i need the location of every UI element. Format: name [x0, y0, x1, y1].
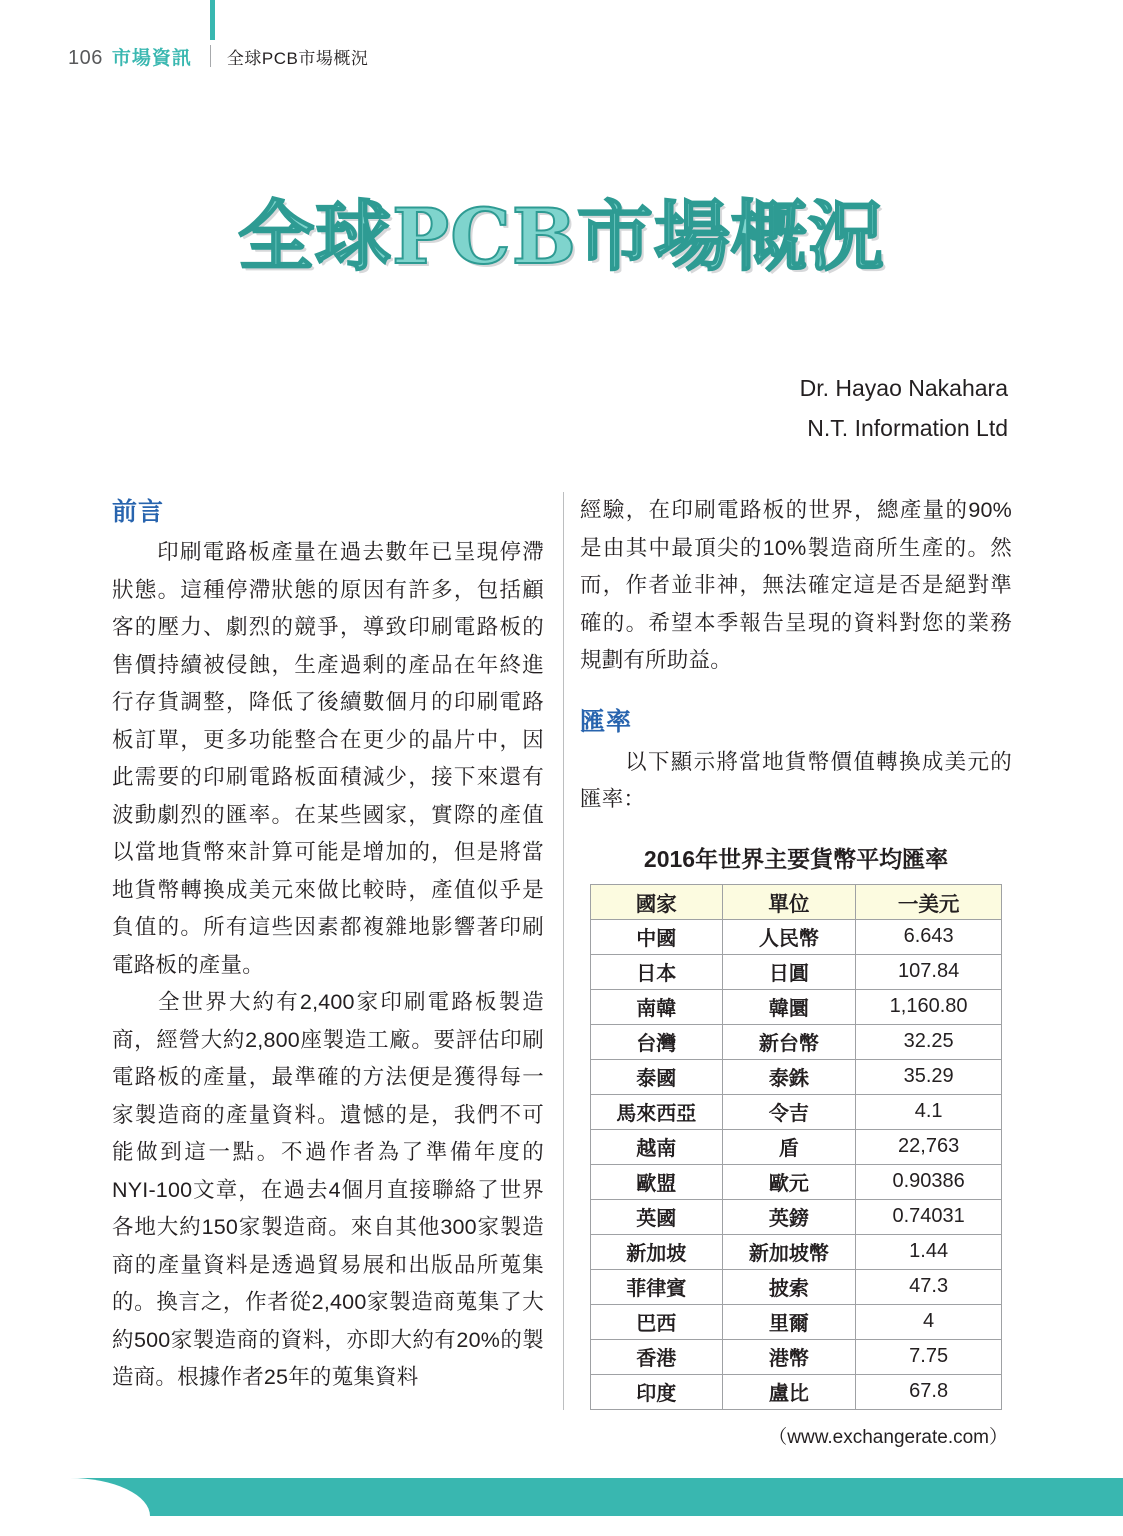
cell-country: 南韓: [591, 989, 723, 1024]
table-row: [591, 1199, 1002, 1234]
intro-paragraph-1: [112, 534, 544, 984]
cell-country: 印度: [591, 1374, 723, 1409]
column-divider: [563, 492, 564, 1410]
exchange-rate-paragraph: [580, 744, 1012, 819]
header-accent-bar: [210, 0, 215, 40]
cell-country: 英國: [591, 1199, 723, 1234]
cell-country: 巴西: [591, 1304, 723, 1339]
cell-rate: 6.643: [856, 919, 1002, 954]
table-row: [591, 919, 1002, 954]
cell-unit: 里爾: [722, 1304, 856, 1339]
section-heading-intro: 前言: [112, 498, 165, 526]
table-row: [591, 1024, 1002, 1059]
cell-country: 中國: [591, 919, 723, 954]
cell-rate: 7.75: [856, 1339, 1002, 1374]
cell-unit: 新台幣: [722, 1024, 856, 1059]
intro-paragraph-3: 經驗，在印刷電路板的世界，總產量的90%是由其中最頂尖的10%製造商所生產的。然而，作者並非神，無法確定這是否是絕對準確的。希望本季報告呈現的資料對您的業務規劃有所助益。: [580, 498, 1012, 672]
table-row: [591, 989, 1002, 1024]
cell-rate: 4: [856, 1304, 1002, 1339]
cell-unit: 人民幣: [722, 919, 856, 954]
table-row: [591, 1234, 1002, 1269]
cell-country: 日本: [591, 954, 723, 989]
cell-unit: 港幣: [722, 1339, 856, 1374]
table-row: [591, 1059, 1002, 1094]
footer-white-strip: [0, 1516, 1123, 1536]
cell-rate: 47.3: [856, 1269, 1002, 1304]
cell-rate: 1.44: [856, 1234, 1002, 1269]
cell-rate: 1,160.80: [856, 989, 1002, 1024]
intro-paragraph-2-text: 全世界大約有2,400家印刷電路板製造商，經營大約2,800座製造工廠。要評估印刷電路板的產量，最準確的方法便是獲得每一家製造商的產量資料。遺憾的是，我們不可能做到這一點。不過作者為了準備年度的NYI-100文章，在過去4個月直接聯絡了世界各地大約150家製造商。來自其他300家製造商的產量資料是透過貿易展和出版品所蒐集的。換言之，作者從2,400家製造商蒐集了大約500家製造商的資料，亦即大約有20%的製造商。根據作者25年的蒐集資料: [112, 990, 544, 1389]
table-header-unit: 單位: [722, 884, 856, 919]
cell-country: 歐盟: [591, 1164, 723, 1199]
header-row: [68, 42, 368, 70]
table-row: [591, 1094, 1002, 1129]
intro-paragraph-1-text: 印刷電路板產量在過去數年已呈現停滯狀態。這種停滯狀態的原因有許多，包括顧客的壓力、劇烈的競爭，導致印刷電路板的售價持續被侵蝕，生產過剩的產品在年終進行存貨調整，降低了後續數個月的印刷電路板訂單，更多功能整合在更少的晶片中，因此需要的印刷電路板面積減少，接下來還有波動劇烈的匯率。在某些國家，實際的產值以當地貨幣來計算可能是增加的，但是將當地貨幣轉換成美元來做比較時，產值似乎是負值的。所有這些因素都複雜地影響著印刷電路板的產量。: [112, 540, 544, 977]
cell-unit: 英鎊: [722, 1199, 856, 1234]
intro-paragraph-2: [112, 984, 544, 1397]
table-header-row: [591, 884, 1002, 919]
right-column: [580, 492, 1012, 1449]
cell-unit: 歐元: [722, 1164, 856, 1199]
exchange-rate-paragraph-text: 以下顯示將當地貨幣價值轉換成美元的匯率：: [580, 749, 1012, 811]
left-column: [112, 492, 544, 1397]
exchange-rate-table: [590, 884, 1002, 1410]
byline-author: Dr. Hayao Nakahara: [799, 375, 1008, 401]
table-header-country: 國家: [591, 884, 723, 919]
table-row: [591, 1269, 1002, 1304]
cell-unit: 盧比: [722, 1374, 856, 1409]
header-section-label: 市場資訊: [111, 48, 192, 69]
cell-unit: 泰銖: [722, 1059, 856, 1094]
table-row: [591, 1304, 1002, 1339]
header-divider: [210, 45, 211, 67]
byline-affiliation: N.T. Information Ltd: [807, 415, 1008, 441]
cell-country: 越南: [591, 1129, 723, 1164]
cell-country: 新加坡: [591, 1234, 723, 1269]
section-heading-exchange-rate: 匯率: [580, 707, 633, 736]
cell-unit: 披索: [722, 1269, 856, 1304]
page-number: 106: [68, 47, 103, 69]
cell-rate: 35.29: [856, 1059, 1002, 1094]
table-header-usd: 一美元: [856, 884, 1002, 919]
cell-rate: 0.90386: [856, 1164, 1002, 1199]
cell-rate: 4.1: [856, 1094, 1002, 1129]
page-header: [0, 0, 1123, 90]
cell-country: 香港: [591, 1339, 723, 1374]
cell-country: 泰國: [591, 1059, 723, 1094]
cell-unit: 日圓: [722, 954, 856, 989]
cell-rate: 107.84: [856, 954, 1002, 989]
table-source: （www.exchangerate.com）: [768, 1426, 1008, 1448]
byline: [0, 368, 1008, 448]
cell-unit: 令吉: [722, 1094, 856, 1129]
table-row: [591, 954, 1002, 989]
cell-unit: 新加坡幣: [722, 1234, 856, 1269]
cell-country: 馬來西亞: [591, 1094, 723, 1129]
table-row: [591, 1129, 1002, 1164]
page-title: 全球PCB市場概況: [238, 192, 885, 281]
table-row: [591, 1339, 1002, 1374]
table-row: [591, 1374, 1002, 1409]
cell-rate: 0.74031: [856, 1199, 1002, 1234]
cell-unit: 韓圜: [722, 989, 856, 1024]
table-caption: 2016年世界主要貨幣平均匯率: [643, 845, 949, 872]
header-article-title: 全球PCB市場概況: [226, 49, 369, 68]
table-row: [591, 1164, 1002, 1199]
cell-country: 菲律賓: [591, 1269, 723, 1304]
cell-rate: 67.8: [856, 1374, 1002, 1409]
cell-unit: 盾: [722, 1129, 856, 1164]
cell-rate: 22,763: [856, 1129, 1002, 1164]
cell-country: 台灣: [591, 1024, 723, 1059]
cell-rate: 32.25: [856, 1024, 1002, 1059]
